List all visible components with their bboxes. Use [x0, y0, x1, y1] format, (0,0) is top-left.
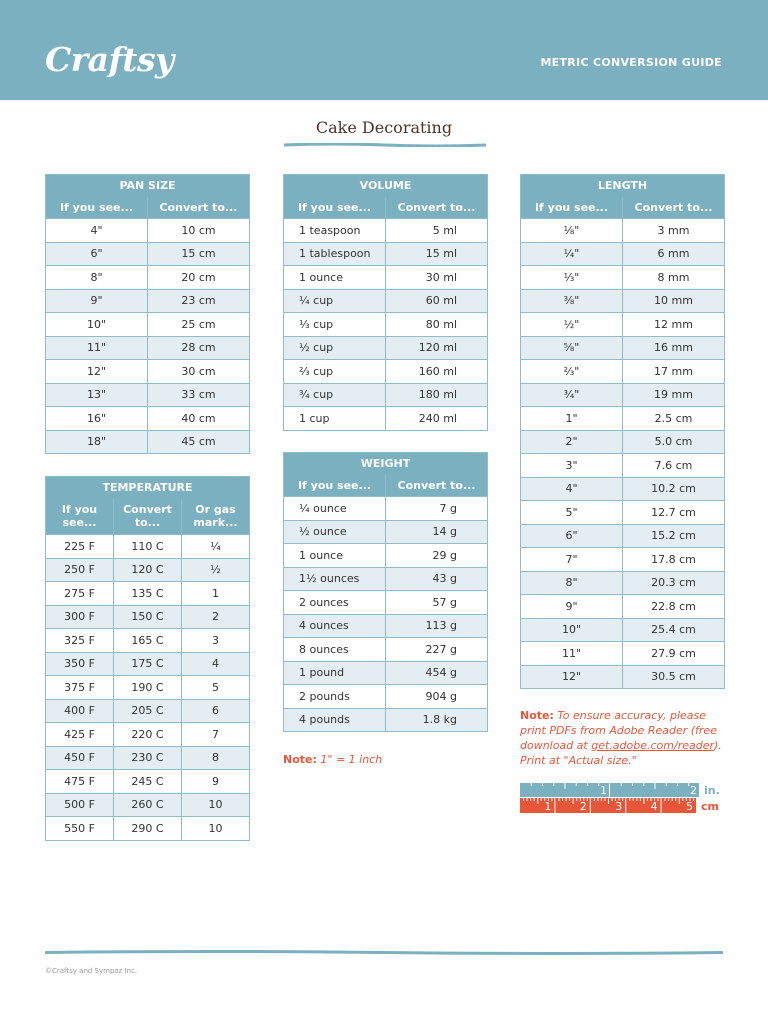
table-cell: ⅓"	[521, 266, 623, 290]
pan-size-table	[45, 174, 250, 454]
table-row	[284, 661, 488, 685]
table-cell: 19 mm	[623, 383, 725, 407]
ruler-inch-unit: in.	[704, 784, 720, 797]
table-row	[284, 520, 488, 544]
table-row	[284, 567, 488, 591]
table-cell: 150 C	[114, 605, 182, 629]
table-cell: 60 ml	[386, 289, 488, 313]
table-cell: ⅓ cup	[284, 313, 386, 337]
title-underline	[284, 143, 486, 147]
table-cell: 13"	[46, 383, 148, 407]
table-cell: 160 ml	[386, 360, 488, 384]
table-cell: 80 ml	[386, 313, 488, 337]
table-row	[46, 219, 250, 243]
table-cell: 550 F	[46, 817, 114, 841]
table-row	[521, 454, 725, 478]
column-header: Or gas mark...	[182, 499, 250, 535]
table-cell: ¼"	[521, 242, 623, 266]
table-cell: 120 C	[114, 558, 182, 582]
table-cell: 190 C	[114, 676, 182, 700]
table-row	[284, 544, 488, 568]
table-cell: 11"	[521, 642, 623, 666]
table-row	[46, 242, 250, 266]
table-row	[46, 605, 250, 629]
inch-tick-label: 2	[690, 784, 697, 797]
table-cell: ⅜"	[521, 289, 623, 313]
table-cell: 227 g	[386, 638, 488, 662]
column-header: Convert to...	[386, 475, 488, 497]
column-header: If you see...	[521, 197, 623, 219]
table-row	[521, 360, 725, 384]
table-row	[284, 360, 488, 384]
table-cell: 135 C	[114, 582, 182, 606]
table-cell: 8"	[521, 571, 623, 595]
table-cell: 350 F	[46, 652, 114, 676]
table-row	[284, 313, 488, 337]
table-row	[284, 219, 488, 243]
print-note	[520, 708, 730, 768]
table-row	[284, 383, 488, 407]
table-row	[284, 685, 488, 709]
header-banner	[0, 0, 768, 100]
table-cell: 8 ounces	[284, 638, 386, 662]
cm-tick-label: 5	[686, 800, 693, 813]
table-cell: 9	[182, 770, 250, 794]
table-cell: 4"	[46, 219, 148, 243]
table-row	[46, 407, 250, 431]
table-cell: 240 ml	[386, 407, 488, 431]
table-cell: 260 C	[114, 793, 182, 817]
table-cell: 7.6 cm	[623, 454, 725, 478]
table-cell: 275 F	[46, 582, 114, 606]
length-table	[520, 174, 725, 689]
table-cell: 1½ ounces	[284, 567, 386, 591]
table-cell: 245 C	[114, 770, 182, 794]
note-text: To ensure accuracy, please print PDFs from Adobe Reader (free download at	[520, 709, 717, 752]
table-cell: 2 pounds	[284, 685, 386, 709]
inch-note	[283, 752, 483, 767]
table-cell: 15.2 cm	[623, 524, 725, 548]
table-cell: 1 ounce	[284, 544, 386, 568]
column-header: If you see...	[284, 197, 386, 219]
page-title: Cake Decorating	[315, 118, 453, 137]
column-header: Convert to...	[114, 499, 182, 535]
table-row	[46, 746, 250, 770]
table-cell: ⅝"	[521, 336, 623, 360]
table-cell: 43 g	[386, 567, 488, 591]
table-cell: ⅔ cup	[284, 360, 386, 384]
table-cell: 9"	[521, 595, 623, 619]
table-cell: 28 cm	[148, 336, 250, 360]
table-row	[521, 524, 725, 548]
table-cell: 225 F	[46, 535, 114, 559]
table-cell: 15 ml	[386, 242, 488, 266]
table-row	[46, 770, 250, 794]
table-cell: 45 cm	[148, 430, 250, 454]
copyright: ©Craftsy and Sympoz Inc.	[45, 967, 138, 975]
table-cell: 205 C	[114, 699, 182, 723]
table-row	[46, 699, 250, 723]
column-header: Convert to...	[386, 197, 488, 219]
table-cell: 4 pounds	[284, 708, 386, 732]
table-row	[521, 242, 725, 266]
volume-table	[283, 174, 488, 431]
table-row	[284, 591, 488, 615]
table-cell: 17 mm	[623, 360, 725, 384]
table-cell: 10 mm	[623, 289, 725, 313]
table-cell: 6"	[521, 524, 623, 548]
table-cell: 1	[182, 582, 250, 606]
table-cell: 300 F	[46, 605, 114, 629]
table-cell: 175 C	[114, 652, 182, 676]
footer-divider	[45, 950, 723, 955]
table-cell: 4"	[521, 477, 623, 501]
table-cell: ½"	[521, 313, 623, 337]
table-cell: 1 ounce	[284, 266, 386, 290]
table-cell: 3 mm	[623, 219, 725, 243]
table-row	[46, 723, 250, 747]
table-row	[284, 407, 488, 431]
table-cell: 250 F	[46, 558, 114, 582]
inch-tick-label: 1	[600, 784, 607, 797]
table-cell: 500 F	[46, 793, 114, 817]
temperature-table	[45, 476, 250, 841]
column-header: Convert to...	[148, 197, 250, 219]
cm-tick-label: 3	[615, 800, 623, 813]
table-cell: 2	[182, 605, 250, 629]
column-header: If you see...	[46, 197, 148, 219]
table-row	[521, 618, 725, 642]
adobe-reader-link[interactable]: get.adobe.com/reader	[591, 739, 715, 752]
table-cell: 180 ml	[386, 383, 488, 407]
table-caption: TEMPERATURE	[46, 477, 250, 499]
table-cell: 904 g	[386, 685, 488, 709]
table-cell: 40 cm	[148, 407, 250, 431]
table-cell: 9"	[46, 289, 148, 313]
table-row	[46, 383, 250, 407]
table-row	[46, 360, 250, 384]
weight-table	[283, 452, 488, 732]
table-cell: 2.5 cm	[623, 407, 725, 431]
table-cell: 25.4 cm	[623, 618, 725, 642]
table-cell: 325 F	[46, 629, 114, 653]
table-cell: 20 cm	[148, 266, 250, 290]
table-cell: 12"	[521, 665, 623, 689]
table-row	[46, 652, 250, 676]
table-cell: 12 mm	[623, 313, 725, 337]
table-cell: 113 g	[386, 614, 488, 638]
table-cell: 6	[182, 699, 250, 723]
table-cell: 425 F	[46, 723, 114, 747]
table-cell: 23 cm	[148, 289, 250, 313]
table-row	[521, 477, 725, 501]
table-cell: 1 teaspoon	[284, 219, 386, 243]
table-cell: 8"	[46, 266, 148, 290]
table-cell: 17.8 cm	[623, 548, 725, 572]
table-cell: 7 g	[386, 497, 488, 521]
table-cell: 3"	[521, 454, 623, 478]
table-row	[284, 638, 488, 662]
table-cell: 165 C	[114, 629, 182, 653]
table-cell: 20.3 cm	[623, 571, 725, 595]
note-label: Note:	[283, 753, 317, 766]
table-cell: 375 F	[46, 676, 114, 700]
table-row	[46, 313, 250, 337]
table-row	[521, 407, 725, 431]
table-cell: ½ cup	[284, 336, 386, 360]
table-caption: LENGTH	[521, 175, 725, 197]
table-cell: 5	[182, 676, 250, 700]
table-cell: ¾ cup	[284, 383, 386, 407]
table-cell: 4	[182, 652, 250, 676]
table-row	[521, 642, 725, 666]
table-cell: 1 pound	[284, 661, 386, 685]
craftsy-logo[interactable]: Craftsy	[45, 40, 174, 79]
table-cell: 2 ounces	[284, 591, 386, 615]
table-row	[521, 501, 725, 525]
table-cell: 7"	[521, 548, 623, 572]
table-cell: 1.8 kg	[386, 708, 488, 732]
table-cell: 10"	[46, 313, 148, 337]
table-cell: 22.8 cm	[623, 595, 725, 619]
table-row	[46, 430, 250, 454]
cm-tick-label: 1	[544, 800, 552, 813]
table-cell: 1"	[521, 407, 623, 431]
table-cell: ¾"	[521, 383, 623, 407]
table-caption: PAN SIZE	[46, 175, 250, 197]
table-cell: 10.2 cm	[623, 477, 725, 501]
table-cell: 29 g	[386, 544, 488, 568]
table-cell: 10	[182, 817, 250, 841]
table-row	[521, 548, 725, 572]
table-caption: WEIGHT	[284, 453, 488, 475]
table-cell: 33 cm	[148, 383, 250, 407]
table-cell: 6"	[46, 242, 148, 266]
table-row	[46, 289, 250, 313]
cm-tick-label: 4	[650, 800, 658, 813]
table-row	[284, 336, 488, 360]
table-cell: ¼	[182, 535, 250, 559]
table-cell: ¼ ounce	[284, 497, 386, 521]
column-header: Convert to...	[623, 197, 725, 219]
table-cell: 57 g	[386, 591, 488, 615]
ruler	[520, 783, 700, 813]
note-label: Note:	[520, 709, 554, 722]
table-cell: 290 C	[114, 817, 182, 841]
table-cell: ⅛"	[521, 219, 623, 243]
table-row	[284, 242, 488, 266]
table-row	[521, 430, 725, 454]
table-row	[284, 497, 488, 521]
table-cell: 230 C	[114, 746, 182, 770]
table-cell: 7	[182, 723, 250, 747]
table-cell: 10"	[521, 618, 623, 642]
table-row	[521, 219, 725, 243]
table-cell: 3	[182, 629, 250, 653]
table-row	[521, 313, 725, 337]
table-row	[46, 582, 250, 606]
table-cell: 30.5 cm	[623, 665, 725, 689]
ruler-cm-unit: cm	[701, 800, 719, 813]
table-cell: 5.0 cm	[623, 430, 725, 454]
table-row	[521, 571, 725, 595]
table-row	[46, 266, 250, 290]
table-cell: 400 F	[46, 699, 114, 723]
table-cell: 475 F	[46, 770, 114, 794]
table-row	[46, 817, 250, 841]
table-cell: ½ ounce	[284, 520, 386, 544]
table-cell: 8	[182, 746, 250, 770]
column-header: If you see...	[46, 499, 114, 535]
table-cell: 5"	[521, 501, 623, 525]
table-cell: 30 cm	[148, 360, 250, 384]
table-cell: 27.9 cm	[623, 642, 725, 666]
table-row	[284, 289, 488, 313]
table-row	[284, 614, 488, 638]
table-cell: 5 ml	[386, 219, 488, 243]
note-text-end: ). Print at "Actual size."	[520, 739, 722, 767]
table-row	[46, 629, 250, 653]
table-cell: 16"	[46, 407, 148, 431]
table-row	[46, 558, 250, 582]
table-row	[521, 595, 725, 619]
table-cell: 15 cm	[148, 242, 250, 266]
table-cell: 16 mm	[623, 336, 725, 360]
table-cell: 10 cm	[148, 219, 250, 243]
table-cell: ¼ cup	[284, 289, 386, 313]
table-row	[46, 793, 250, 817]
table-cell: 1 tablespoon	[284, 242, 386, 266]
table-cell: 120 ml	[386, 336, 488, 360]
table-cell: 12.7 cm	[623, 501, 725, 525]
table-row	[284, 708, 488, 732]
table-cell: 8 mm	[623, 266, 725, 290]
table-cell: 25 cm	[148, 313, 250, 337]
table-cell: ⅔"	[521, 360, 623, 384]
note-text: 1" = 1 inch	[320, 753, 383, 766]
table-cell: 4 ounces	[284, 614, 386, 638]
table-row	[521, 383, 725, 407]
table-cell: 220 C	[114, 723, 182, 747]
table-cell: 6 mm	[623, 242, 725, 266]
table-row	[46, 676, 250, 700]
torn-edge	[0, 86, 768, 102]
table-row	[521, 289, 725, 313]
guide-title: METRIC CONVERSION GUIDE	[540, 56, 722, 69]
table-row	[46, 336, 250, 360]
column-header: If you see...	[284, 475, 386, 497]
table-row	[521, 266, 725, 290]
table-row	[521, 336, 725, 360]
table-cell: 30 ml	[386, 266, 488, 290]
table-cell: 14 g	[386, 520, 488, 544]
table-caption: VOLUME	[284, 175, 488, 197]
table-cell: 454 g	[386, 661, 488, 685]
table-row	[521, 665, 725, 689]
table-cell: ½	[182, 558, 250, 582]
table-cell: 1 cup	[284, 407, 386, 431]
table-cell: 10	[182, 793, 250, 817]
cm-tick-label: 2	[579, 800, 587, 813]
table-cell: 12"	[46, 360, 148, 384]
table-cell: 18"	[46, 430, 148, 454]
table-cell: 2"	[521, 430, 623, 454]
table-cell: 450 F	[46, 746, 114, 770]
table-row	[46, 535, 250, 559]
table-cell: 110 C	[114, 535, 182, 559]
table-cell: 11"	[46, 336, 148, 360]
table-row	[284, 266, 488, 290]
